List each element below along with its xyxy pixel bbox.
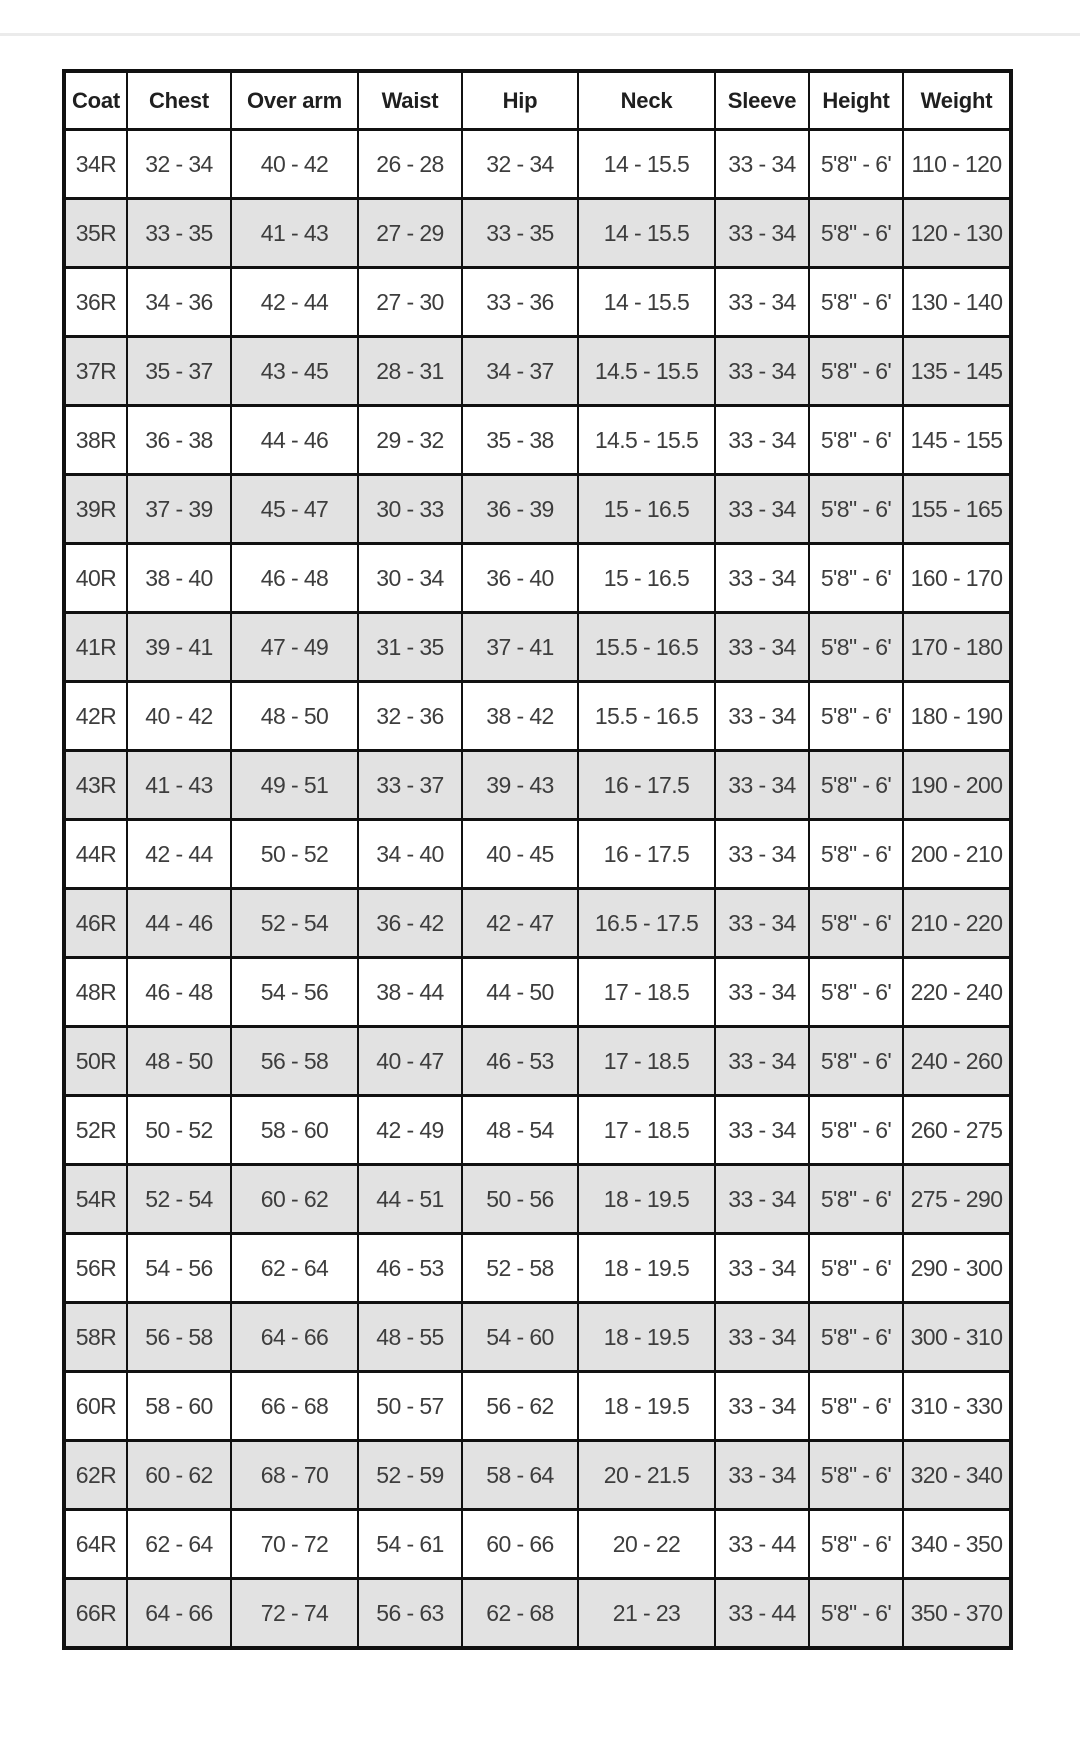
table-cell: 36 - 40	[462, 544, 578, 613]
table-cell: 33 - 44	[715, 1510, 809, 1579]
table-cell: 38 - 44	[358, 958, 462, 1027]
table-cell: 35 - 37	[127, 337, 231, 406]
table-row	[64, 1372, 1011, 1441]
header-cell: Hip	[462, 71, 578, 130]
table-cell: 18 - 19.5	[578, 1165, 715, 1234]
table-cell: 5'8" - 6'	[809, 1027, 903, 1096]
coat-size-cell: 39R	[64, 475, 127, 544]
table-cell: 56 - 63	[358, 1579, 462, 1649]
table-cell: 5'8" - 6'	[809, 820, 903, 889]
table-cell: 15 - 16.5	[578, 544, 715, 613]
table-cell: 33 - 34	[715, 199, 809, 268]
table-row	[64, 820, 1011, 889]
table-cell: 20 - 21.5	[578, 1441, 715, 1510]
table-cell: 48 - 54	[462, 1096, 578, 1165]
table-cell: 34 - 36	[127, 268, 231, 337]
table-cell: 5'8" - 6'	[809, 337, 903, 406]
table-cell: 68 - 70	[231, 1441, 358, 1510]
table-cell: 5'8" - 6'	[809, 1234, 903, 1303]
coat-size-cell: 35R	[64, 199, 127, 268]
table-cell: 62 - 64	[127, 1510, 231, 1579]
table-row	[64, 1303, 1011, 1372]
table-cell: 62 - 68	[462, 1579, 578, 1649]
header-cell: Weight	[903, 71, 1011, 130]
table-cell: 36 - 38	[127, 406, 231, 475]
table-cell: 5'8" - 6'	[809, 130, 903, 199]
table-cell: 33 - 34	[715, 475, 809, 544]
table-cell: 33 - 34	[715, 268, 809, 337]
coat-size-cell: 58R	[64, 1303, 127, 1372]
table-cell: 15 - 16.5	[578, 475, 715, 544]
table-row	[64, 475, 1011, 544]
coat-size-cell: 64R	[64, 1510, 127, 1579]
table-cell: 64 - 66	[127, 1579, 231, 1649]
table-cell: 70 - 72	[231, 1510, 358, 1579]
header-cell: Neck	[578, 71, 715, 130]
table-cell: 14.5 - 15.5	[578, 337, 715, 406]
table-cell: 160 - 170	[903, 544, 1011, 613]
table-cell: 5'8" - 6'	[809, 268, 903, 337]
table-cell: 5'8" - 6'	[809, 1579, 903, 1649]
table-cell: 45 - 47	[231, 475, 358, 544]
table-cell: 40 - 42	[127, 682, 231, 751]
table-cell: 290 - 300	[903, 1234, 1011, 1303]
table-cell: 50 - 56	[462, 1165, 578, 1234]
table-cell: 5'8" - 6'	[809, 1096, 903, 1165]
header-cell: Sleeve	[715, 71, 809, 130]
table-body	[64, 130, 1011, 1649]
coat-size-cell: 37R	[64, 337, 127, 406]
table-cell: 16 - 17.5	[578, 751, 715, 820]
table-cell: 5'8" - 6'	[809, 1510, 903, 1579]
table-row	[64, 1165, 1011, 1234]
table-cell: 33 - 34	[715, 1096, 809, 1165]
table-cell: 44 - 46	[127, 889, 231, 958]
table-cell: 40 - 45	[462, 820, 578, 889]
table-cell: 20 - 22	[578, 1510, 715, 1579]
table-row	[64, 199, 1011, 268]
header-cell: Coat	[64, 71, 127, 130]
coat-size-cell: 50R	[64, 1027, 127, 1096]
table-cell: 5'8" - 6'	[809, 1303, 903, 1372]
table-cell: 50 - 52	[231, 820, 358, 889]
table-cell: 17 - 18.5	[578, 958, 715, 1027]
table-cell: 18 - 19.5	[578, 1234, 715, 1303]
table-cell: 38 - 40	[127, 544, 231, 613]
table-row	[64, 1234, 1011, 1303]
table-cell: 56 - 58	[127, 1303, 231, 1372]
table-cell: 27 - 30	[358, 268, 462, 337]
coat-size-cell: 44R	[64, 820, 127, 889]
table-cell: 52 - 58	[462, 1234, 578, 1303]
table-cell: 72 - 74	[231, 1579, 358, 1649]
table-cell: 39 - 43	[462, 751, 578, 820]
table-cell: 34 - 40	[358, 820, 462, 889]
table-cell: 135 - 145	[903, 337, 1011, 406]
table-cell: 310 - 330	[903, 1372, 1011, 1441]
table-cell: 37 - 39	[127, 475, 231, 544]
table-cell: 32 - 36	[358, 682, 462, 751]
table-cell: 44 - 50	[462, 958, 578, 1027]
table-cell: 48 - 50	[231, 682, 358, 751]
table-cell: 54 - 56	[231, 958, 358, 1027]
coat-size-cell: 42R	[64, 682, 127, 751]
table-cell: 5'8" - 6'	[809, 1165, 903, 1234]
table-cell: 14.5 - 15.5	[578, 406, 715, 475]
coat-size-cell: 54R	[64, 1165, 127, 1234]
table-cell: 33 - 34	[715, 1303, 809, 1372]
table-cell: 33 - 34	[715, 337, 809, 406]
table-cell: 33 - 34	[715, 751, 809, 820]
table-cell: 46 - 48	[231, 544, 358, 613]
table-cell: 37 - 41	[462, 613, 578, 682]
table-cell: 14 - 15.5	[578, 130, 715, 199]
table-cell: 18 - 19.5	[578, 1372, 715, 1441]
table-cell: 33 - 34	[715, 1372, 809, 1441]
table-cell: 17 - 18.5	[578, 1027, 715, 1096]
table-cell: 60 - 62	[231, 1165, 358, 1234]
table-cell: 33 - 34	[715, 406, 809, 475]
table-cell: 28 - 31	[358, 337, 462, 406]
coat-size-cell: 40R	[64, 544, 127, 613]
table-cell: 56 - 62	[462, 1372, 578, 1441]
table-cell: 58 - 60	[127, 1372, 231, 1441]
table-cell: 260 - 275	[903, 1096, 1011, 1165]
table-cell: 46 - 48	[127, 958, 231, 1027]
header-row	[64, 71, 1011, 130]
table-row	[64, 958, 1011, 1027]
table-cell: 5'8" - 6'	[809, 406, 903, 475]
table-cell: 33 - 34	[715, 1027, 809, 1096]
header-cell: Waist	[358, 71, 462, 130]
table-row	[64, 1441, 1011, 1510]
table-cell: 58 - 60	[231, 1096, 358, 1165]
coat-size-cell: 43R	[64, 751, 127, 820]
table-cell: 33 - 34	[715, 889, 809, 958]
table-cell: 30 - 34	[358, 544, 462, 613]
table-cell: 14 - 15.5	[578, 199, 715, 268]
table-row	[64, 406, 1011, 475]
table-cell: 33 - 36	[462, 268, 578, 337]
table-cell: 200 - 210	[903, 820, 1011, 889]
table-row	[64, 1510, 1011, 1579]
table-cell: 33 - 34	[715, 682, 809, 751]
table-cell: 21 - 23	[578, 1579, 715, 1649]
table-cell: 33 - 34	[715, 613, 809, 682]
table-row	[64, 1096, 1011, 1165]
size-chart-container	[62, 69, 1013, 1650]
coat-size-cell: 62R	[64, 1441, 127, 1510]
table-cell: 50 - 57	[358, 1372, 462, 1441]
table-cell: 52 - 59	[358, 1441, 462, 1510]
table-cell: 120 - 130	[903, 199, 1011, 268]
table-cell: 110 - 120	[903, 130, 1011, 199]
table-cell: 56 - 58	[231, 1027, 358, 1096]
table-cell: 16 - 17.5	[578, 820, 715, 889]
table-cell: 170 - 180	[903, 613, 1011, 682]
table-cell: 40 - 42	[231, 130, 358, 199]
table-cell: 5'8" - 6'	[809, 889, 903, 958]
table-cell: 49 - 51	[231, 751, 358, 820]
table-cell: 41 - 43	[231, 199, 358, 268]
table-cell: 33 - 34	[715, 544, 809, 613]
table-cell: 33 - 34	[715, 1165, 809, 1234]
table-cell: 210 - 220	[903, 889, 1011, 958]
table-cell: 38 - 42	[462, 682, 578, 751]
table-cell: 155 - 165	[903, 475, 1011, 544]
table-cell: 58 - 64	[462, 1441, 578, 1510]
table-cell: 180 - 190	[903, 682, 1011, 751]
table-cell: 60 - 62	[127, 1441, 231, 1510]
table-cell: 50 - 52	[127, 1096, 231, 1165]
table-cell: 33 - 35	[462, 199, 578, 268]
table-cell: 66 - 68	[231, 1372, 358, 1441]
table-cell: 52 - 54	[231, 889, 358, 958]
table-cell: 47 - 49	[231, 613, 358, 682]
table-cell: 5'8" - 6'	[809, 751, 903, 820]
table-cell: 320 - 340	[903, 1441, 1011, 1510]
table-row	[64, 337, 1011, 406]
coat-size-cell: 34R	[64, 130, 127, 199]
table-cell: 42 - 44	[231, 268, 358, 337]
table-cell: 35 - 38	[462, 406, 578, 475]
table-cell: 350 - 370	[903, 1579, 1011, 1649]
coat-size-cell: 56R	[64, 1234, 127, 1303]
table-cell: 5'8" - 6'	[809, 958, 903, 1027]
coat-size-cell: 36R	[64, 268, 127, 337]
table-cell: 5'8" - 6'	[809, 1372, 903, 1441]
table-cell: 43 - 45	[231, 337, 358, 406]
table-cell: 5'8" - 6'	[809, 613, 903, 682]
table-cell: 31 - 35	[358, 613, 462, 682]
table-cell: 16.5 - 17.5	[578, 889, 715, 958]
table-cell: 5'8" - 6'	[809, 1441, 903, 1510]
header-cell: Over arm	[231, 71, 358, 130]
table-cell: 36 - 39	[462, 475, 578, 544]
coat-size-cell: 66R	[64, 1579, 127, 1649]
table-cell: 34 - 37	[462, 337, 578, 406]
table-cell: 46 - 53	[358, 1234, 462, 1303]
table-row	[64, 1579, 1011, 1649]
table-cell: 220 - 240	[903, 958, 1011, 1027]
table-cell: 18 - 19.5	[578, 1303, 715, 1372]
table-cell: 27 - 29	[358, 199, 462, 268]
table-cell: 42 - 47	[462, 889, 578, 958]
header-cell: Chest	[127, 71, 231, 130]
table-cell: 15.5 - 16.5	[578, 613, 715, 682]
coat-size-cell: 38R	[64, 406, 127, 475]
table-cell: 36 - 42	[358, 889, 462, 958]
table-row	[64, 613, 1011, 682]
table-cell: 275 - 290	[903, 1165, 1011, 1234]
size-chart-table	[62, 69, 1013, 1650]
table-cell: 44 - 51	[358, 1165, 462, 1234]
table-row	[64, 682, 1011, 751]
table-cell: 46 - 53	[462, 1027, 578, 1096]
table-cell: 5'8" - 6'	[809, 475, 903, 544]
table-cell: 5'8" - 6'	[809, 544, 903, 613]
table-cell: 41 - 43	[127, 751, 231, 820]
table-cell: 33 - 34	[715, 820, 809, 889]
coat-size-cell: 52R	[64, 1096, 127, 1165]
table-cell: 33 - 34	[715, 1441, 809, 1510]
table-cell: 48 - 55	[358, 1303, 462, 1372]
coat-size-cell: 41R	[64, 613, 127, 682]
table-row	[64, 1027, 1011, 1096]
table-cell: 40 - 47	[358, 1027, 462, 1096]
table-cell: 42 - 44	[127, 820, 231, 889]
header-cell: Height	[809, 71, 903, 130]
table-cell: 52 - 54	[127, 1165, 231, 1234]
table-cell: 60 - 66	[462, 1510, 578, 1579]
table-cell: 32 - 34	[127, 130, 231, 199]
table-cell: 30 - 33	[358, 475, 462, 544]
coat-size-cell: 46R	[64, 889, 127, 958]
table-cell: 190 - 200	[903, 751, 1011, 820]
table-cell: 340 - 350	[903, 1510, 1011, 1579]
table-cell: 29 - 32	[358, 406, 462, 475]
table-cell: 14 - 15.5	[578, 268, 715, 337]
table-row	[64, 751, 1011, 820]
table-cell: 48 - 50	[127, 1027, 231, 1096]
table-cell: 33 - 34	[715, 1234, 809, 1303]
table-cell: 145 - 155	[903, 406, 1011, 475]
table-row	[64, 544, 1011, 613]
table-cell: 39 - 41	[127, 613, 231, 682]
coat-size-cell: 60R	[64, 1372, 127, 1441]
table-cell: 33 - 44	[715, 1579, 809, 1649]
table-cell: 5'8" - 6'	[809, 199, 903, 268]
table-cell: 33 - 34	[715, 130, 809, 199]
table-cell: 42 - 49	[358, 1096, 462, 1165]
page-divider	[0, 33, 1080, 36]
table-cell: 54 - 56	[127, 1234, 231, 1303]
table-cell: 130 - 140	[903, 268, 1011, 337]
table-cell: 64 - 66	[231, 1303, 358, 1372]
table-cell: 26 - 28	[358, 130, 462, 199]
table-cell: 15.5 - 16.5	[578, 682, 715, 751]
table-cell: 54 - 61	[358, 1510, 462, 1579]
table-cell: 44 - 46	[231, 406, 358, 475]
table-cell: 54 - 60	[462, 1303, 578, 1372]
coat-size-cell: 48R	[64, 958, 127, 1027]
table-row	[64, 130, 1011, 199]
table-cell: 300 - 310	[903, 1303, 1011, 1372]
table-row	[64, 268, 1011, 337]
table-row	[64, 889, 1011, 958]
table-cell: 33 - 34	[715, 958, 809, 1027]
table-cell: 33 - 37	[358, 751, 462, 820]
table-cell: 5'8" - 6'	[809, 682, 903, 751]
table-cell: 240 - 260	[903, 1027, 1011, 1096]
table-cell: 62 - 64	[231, 1234, 358, 1303]
table-cell: 32 - 34	[462, 130, 578, 199]
table-cell: 17 - 18.5	[578, 1096, 715, 1165]
table-cell: 33 - 35	[127, 199, 231, 268]
